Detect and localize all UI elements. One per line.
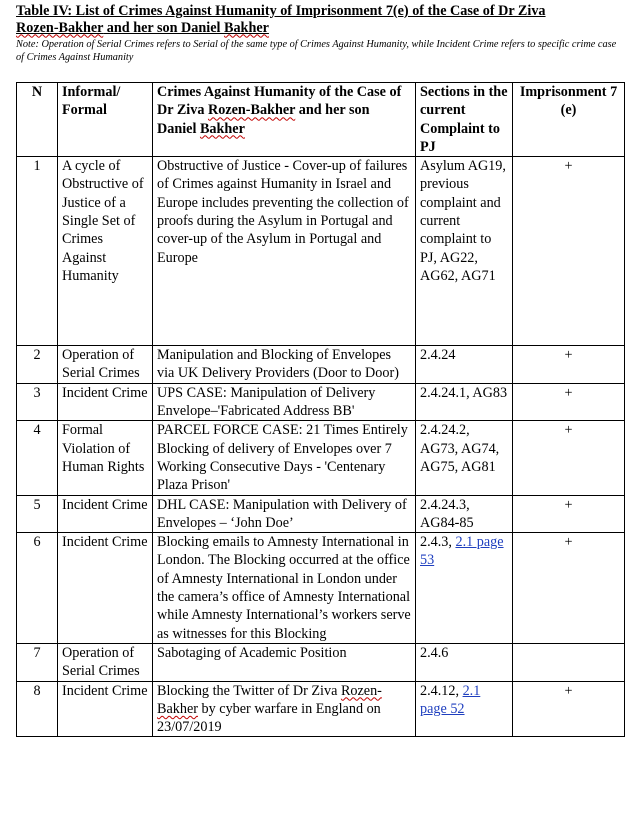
row-imprisonment: +	[513, 157, 625, 346]
row-imprisonment: +	[513, 495, 625, 533]
row-type: A cycle of Obstructive of Justice of a Single Set of Crimes Against Humanity	[58, 157, 153, 346]
row-imprisonment: +	[513, 533, 625, 644]
table-row	[17, 157, 625, 346]
row-sections	[416, 533, 513, 644]
row-sections: 2.4.24.3, AG84-85	[416, 495, 513, 533]
row-type: Operation of Serial Crimes	[58, 346, 153, 384]
row-type: Incident Crime	[58, 681, 153, 737]
header-crime-text-2: and her son Daniel	[157, 102, 370, 137]
table-row	[17, 495, 625, 533]
row-imprisonment: +	[513, 383, 625, 421]
header-crime	[153, 83, 416, 157]
header-crime-text: Crimes Against Humanity of the Case of Dr Ziva	[157, 84, 402, 119]
row-n: 3	[17, 383, 58, 421]
header-sections: Sections in the current Complaint to PJ	[416, 83, 513, 157]
row-crime: Blocking emails to Amnesty International in London. The Blocking occurred at the office of Amnesty International in London under the camera’s office of Amnesty International while Amnesty International’s workers serve as witnesses for this Blocking	[153, 533, 416, 644]
row-type: Operation of Serial Crimes	[58, 643, 153, 681]
header-imprisonment	[513, 83, 625, 157]
row-type: Incident Crime	[58, 495, 153, 533]
header-crime-son-surname: Bakher	[199, 120, 245, 137]
row-type: Incident Crime	[58, 383, 153, 421]
table-title	[16, 3, 624, 36]
row-n: 5	[17, 495, 58, 533]
title-line-1: Table IV: List of Crimes Against Humanity of Imprisonment 7(e) of the Case of Dr Ziva	[16, 3, 546, 19]
document-page	[16, 3, 624, 736]
row-crime: PARCEL FORCE CASE: 21 Times Entirely Blocking of delivery of Envelopes over 7 Working Consecutive Days - 'Centenary Plaza Prison'	[153, 421, 416, 495]
row-type: Formal Violation of Human Rights	[58, 421, 153, 495]
header-type: Informal/ Formal	[58, 83, 153, 157]
table-row	[17, 346, 625, 384]
row-imprisonment: +	[513, 346, 625, 384]
row-n: 6	[17, 533, 58, 644]
header-imprisonment-text: Imprisonment 7(e)	[519, 84, 618, 119]
table-note: Note: Operation of Serial Crimes refers to Serial of the same type of Crimes Against Humanity, while Incident Crime refers to specific crime case of Crimes Against Humanity	[16, 39, 617, 63]
row-type: Incident Crime	[58, 533, 153, 644]
table-row	[17, 643, 625, 681]
title-surname: Rozen-Bakher	[16, 19, 104, 36]
row-crime-text-2: by cyber warfare in England on 23/07/2019	[157, 700, 381, 736]
row-sections: 2.4.6	[416, 643, 513, 681]
section-link[interactable]: 2.1 page 53	[420, 534, 504, 569]
row-imprisonment: +	[513, 681, 625, 737]
header-n: N	[17, 83, 58, 157]
row-sections-text: 2.4.3,	[420, 534, 456, 551]
row-imprisonment	[513, 643, 625, 681]
row-sections: Asylum AG19, previous complaint and current complaint to PJ, AG22, AG62, AG71	[416, 157, 513, 346]
row-n: 2	[17, 346, 58, 384]
row-sections: 2.4.24.1, AG83	[416, 383, 513, 421]
table-row	[17, 421, 625, 495]
table-row	[17, 681, 625, 737]
row-imprisonment: +	[513, 421, 625, 495]
row-sections: 2.4.24.2, AG73, AG74, AG75, AG81	[416, 421, 513, 495]
title-son-surname: Bakher	[224, 19, 269, 36]
row-n: 1	[17, 157, 58, 346]
row-crime: DHL CASE: Manipulation with Delivery of Envelopes – ‘John Doe’	[153, 495, 416, 533]
row-crime: Obstructive of Justice - Cover-up of failures of Crimes against Humanity in Israel and Europe includes preventing the collection of proofs during the Asylum in Portugal and cover-up of the Asylum in Portugal and Europe	[153, 157, 416, 346]
row-crime: UPS CASE: Manipulation of Delivery Envelope–'Fabricated Address BB'	[153, 383, 416, 421]
row-sections-text: 2.4.12,	[420, 682, 463, 699]
row-n: 4	[17, 421, 58, 495]
row-sections: 2.4.24	[416, 346, 513, 384]
crimes-table	[16, 82, 625, 737]
table-row	[17, 383, 625, 421]
row-n: 8	[17, 681, 58, 737]
header-crime-surname: Rozen-Bakher	[207, 102, 296, 119]
table-row	[17, 533, 625, 644]
row-sections	[416, 681, 513, 737]
row-n: 7	[17, 643, 58, 681]
title-text: and her son Daniel	[103, 19, 224, 36]
row-crime-text: Blocking the Twitter of Dr Ziva	[157, 682, 341, 699]
row-crime-surname: Rozen-Bakher	[157, 682, 382, 717]
section-link[interactable]: 2.1 page 52	[420, 682, 481, 717]
row-crime: Sabotaging of Academic Position	[153, 643, 416, 681]
row-crime: Manipulation and Blocking of Envelopes via UK Delivery Providers (Door to Door)	[153, 346, 416, 384]
row-crime	[153, 681, 416, 737]
header-row	[17, 83, 625, 157]
